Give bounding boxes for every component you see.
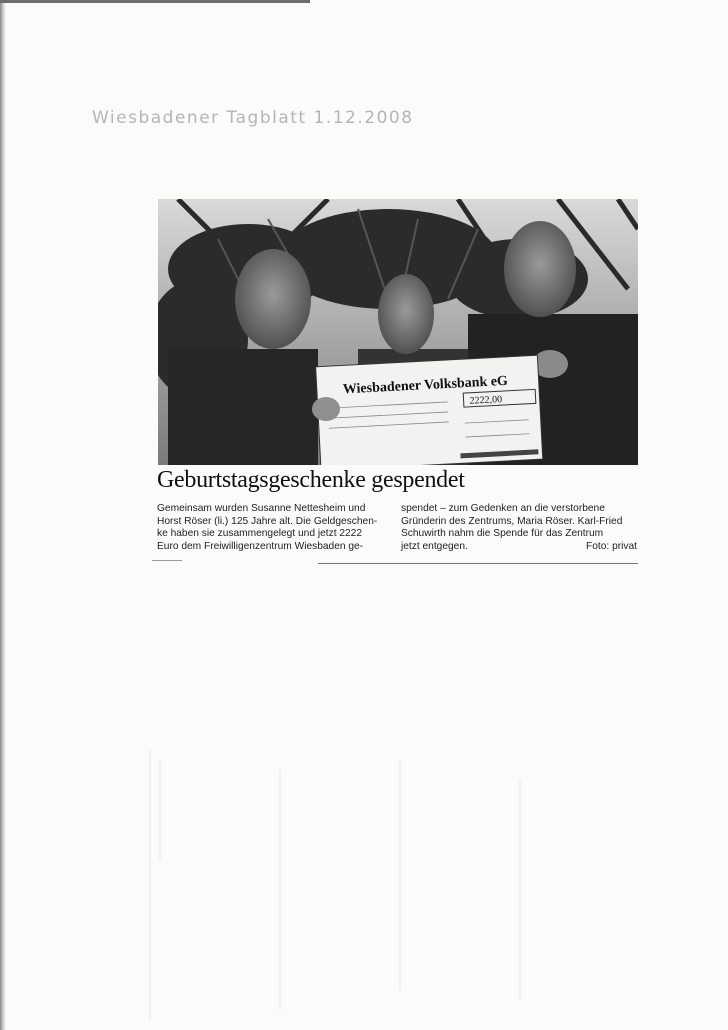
text-line: ke haben sie zusammengelegt und jetzt 2222: [157, 528, 363, 540]
text-line: Schuwirth nahm die Spende für das Zentrum: [401, 528, 604, 540]
article-photo: [158, 199, 638, 465]
article-column-1: [157, 503, 390, 553]
scan-top-edge: [0, 0, 310, 3]
cheque-amount: 2222,00: [469, 394, 503, 407]
article-headline: Geburtstagsgeschenke gespendet: [157, 467, 465, 493]
cheque-bank-name: Wiesbadener Volksbank eG: [342, 373, 509, 398]
text-line: spendet – zum Gedenken an die verstorbene: [401, 503, 605, 514]
source-citation: Wiesbadener Tagblatt 1.12.2008: [92, 108, 414, 128]
photo-credit: Foto: privat: [586, 540, 637, 552]
article-column-2: [401, 503, 637, 553]
text-line: Euro dem Freiwilligenzentrum Wiesbaden ge-: [157, 540, 364, 552]
divider: [152, 560, 182, 561]
text-line: Gründerin des Zentrums, Maria Röser. Karl-Fried: [401, 515, 623, 527]
scan-bleedthrough: [140, 740, 600, 1030]
text-line: jetzt entgegen.: [401, 540, 468, 552]
text-line: Horst Röser (li.) 125 Jahre alt. Die Geldgeschen-: [157, 515, 378, 527]
text-line: Gemeinsam wurden Susanne Nettesheim und: [157, 503, 366, 514]
scan-edge: [0, 0, 6, 1030]
text-line-with-credit: [401, 541, 637, 554]
divider: [318, 563, 638, 564]
donation-cheque: [316, 355, 543, 465]
